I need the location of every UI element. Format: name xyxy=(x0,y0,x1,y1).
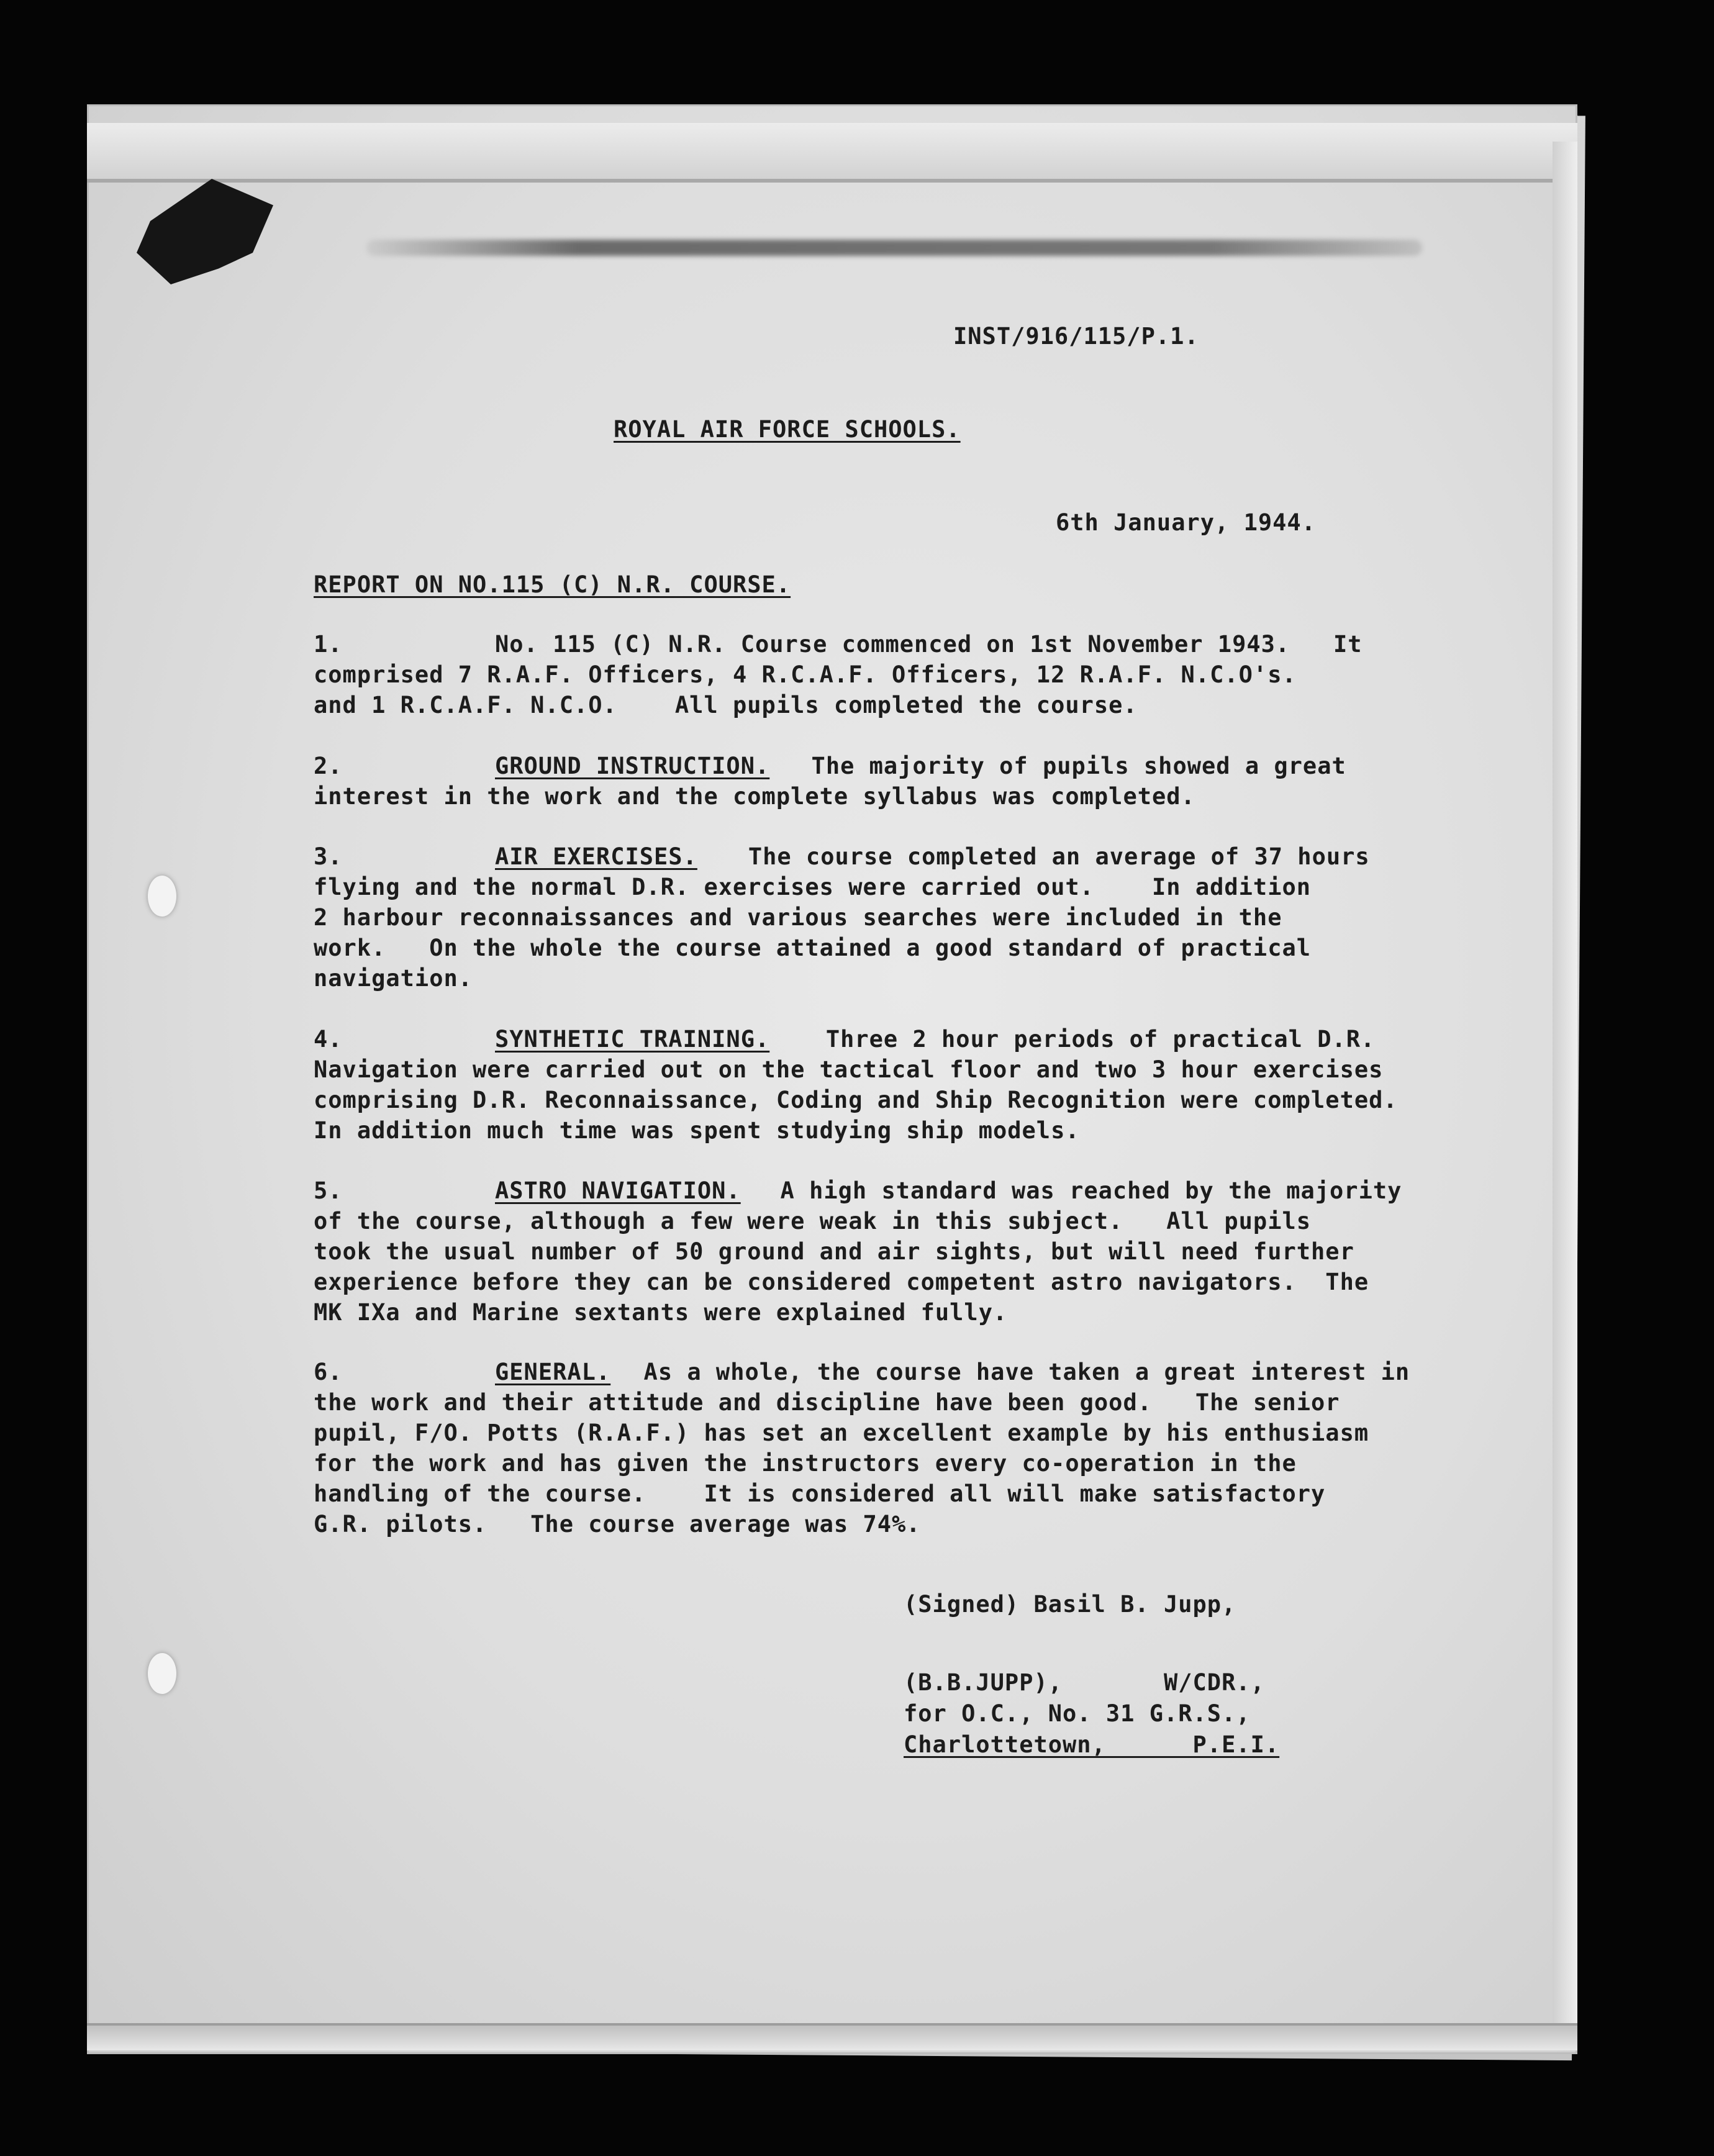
folded-top-edge xyxy=(87,123,1577,183)
signature-for-line: for O.C., No. 31 G.R.S., xyxy=(904,1700,1251,1727)
letterhead-heading: ROYAL AIR FORCE SCHOOLS. xyxy=(614,416,961,443)
paragraph-first-line: Three 2 hour periods of practical D.R. xyxy=(782,1026,1376,1053)
page-right-edge xyxy=(1553,142,1577,2042)
paragraph-line: MK IXa and Marine sextants were explained fully. xyxy=(314,1299,1008,1326)
paragraph-number: 3. xyxy=(314,843,343,870)
paragraph-first-line: As a whole, the course have taken a great interest in xyxy=(615,1359,1410,1385)
paragraph-first-line: A high standard was reached by the majority xyxy=(751,1177,1402,1204)
paragraph-line: navigation. xyxy=(314,965,473,992)
document-page xyxy=(87,104,1577,2054)
paragraph-heading: GENERAL. xyxy=(495,1359,611,1385)
page-bottom-edge xyxy=(87,2023,1577,2050)
torn-corner-mark xyxy=(137,179,273,284)
paragraph-heading: ASTRO NAVIGATION. xyxy=(495,1177,741,1204)
paragraph-line: pupil, F/O. Potts (R.A.F.) has set an excellent example by his enthusiasm xyxy=(314,1420,1369,1446)
paragraph-heading: SYNTHETIC TRAINING. xyxy=(495,1026,770,1053)
paragraph-line: the work and their attitude and discipline have been good. The senior xyxy=(314,1389,1340,1416)
paragraph-line: 2 harbour reconnaissances and various searches were included in the xyxy=(314,904,1282,931)
paragraph-number: 6. xyxy=(314,1359,343,1385)
paragraph-number: 4. xyxy=(314,1026,343,1053)
paragraph-line: and 1 R.C.A.F. N.C.O. All pupils completed the course. xyxy=(314,692,1138,718)
paragraph-number: 2. xyxy=(314,753,343,779)
paragraph-first-line: The majority of pupils showed a great xyxy=(782,753,1346,779)
paragraph-line: for the work and has given the instructors every co-operation in the xyxy=(314,1450,1297,1477)
paragraph-line: took the usual number of 50 ground and air sights, but will need further xyxy=(314,1238,1354,1265)
paragraph-heading: GROUND INSTRUCTION. xyxy=(495,753,770,779)
paragraph-line: of the course, although a few were weak in this subject. All pupils xyxy=(314,1208,1312,1234)
paragraph-line: G.R. pilots. The course average was 74%. xyxy=(314,1511,921,1538)
reference-number: INST/916/115/P.1. xyxy=(953,323,1199,350)
paragraph-first-line: No. 115 (C) N.R. Course commenced on 1st November 1943. It xyxy=(495,631,1363,658)
paragraph-line: flying and the normal D.R. exercises were carried out. In addition xyxy=(314,874,1312,900)
paragraph-line: work. On the whole the course attained a good standard of practical xyxy=(314,935,1312,961)
redaction-smudge xyxy=(366,240,1422,256)
punch-hole-lower xyxy=(148,1653,176,1694)
paragraph-line: handling of the course. It is considered all will make satisfactory xyxy=(314,1480,1326,1507)
paragraph-line: comprising D.R. Reconnaissance, Coding and Ship Recognition were completed. xyxy=(314,1087,1398,1113)
report-title: REPORT ON NO.115 (C) N.R. COURSE. xyxy=(314,571,791,598)
signature-name-line: (B.B.JUPP), W/CDR., xyxy=(904,1669,1265,1696)
signature-place-line: Charlottetown, P.E.I. xyxy=(904,1731,1280,1758)
paragraph-line: experience before they can be considered competent astro navigators. The xyxy=(314,1269,1369,1295)
paragraph-number: 5. xyxy=(314,1177,343,1204)
paragraph-line: In addition much time was spent studying ship models. xyxy=(314,1117,1080,1144)
paragraph-heading: AIR EXERCISES. xyxy=(495,843,697,870)
document-date: 6th January, 1944. xyxy=(1056,509,1316,536)
punch-hole-upper xyxy=(148,876,176,917)
paragraph-number: 1. xyxy=(314,631,343,658)
signature-signed-line: (Signed) Basil B. Jupp, xyxy=(904,1591,1236,1618)
paragraph-line: interest in the work and the complete syllabus was completed. xyxy=(314,783,1195,810)
paragraph-line: Navigation were carried out on the tactical floor and two 3 hour exercises xyxy=(314,1056,1384,1083)
paragraph-first-line: The course completed an average of 37 hours xyxy=(705,843,1370,870)
paragraph-line: comprised 7 R.A.F. Officers, 4 R.C.A.F. Officers, 12 R.A.F. N.C.O's. xyxy=(314,661,1297,688)
